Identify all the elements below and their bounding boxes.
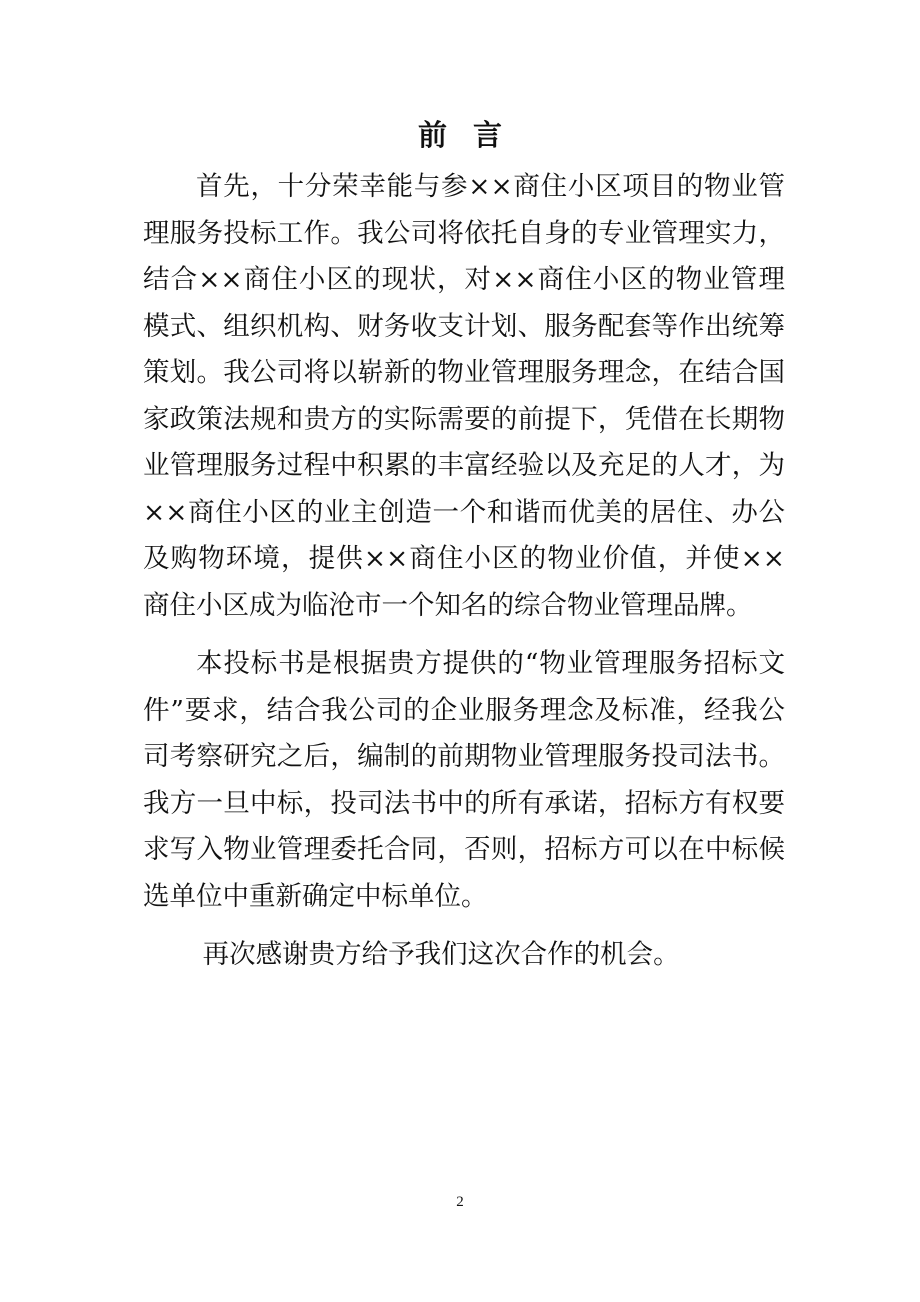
page-number: 2 xyxy=(456,1194,464,1210)
body-paragraph-1: 首先，十分荣幸能与参××商住小区项目的物业管理服务投标工作。我公司将依托自身的专业管理实力，结合××商住小区的现状，对××商住小区的物业管理模式、组织机构、财务收支计划、服务配套等作出统筹策划。我公司将以崭新的物业管理服务理念，在结合国家政策法规和贵方的实际需要的前提下，凭借在长期物业管理服务过程中积累的丰富经验以及充足的人才，为××商住小区的业主创造一个和谐而优美的居住、办公及购物环境，提供××商住小区的物业价值，并使××商住小区成为临沧市一个知名的综合物业管理品牌。 xyxy=(143,171,785,621)
page-title: 前言 xyxy=(417,118,528,152)
document-body xyxy=(143,164,785,979)
closing-paragraph: 再次感谢贵方给予我们这次合作的机会。 xyxy=(202,939,680,970)
body-paragraph-2: 本投标书是根据贵方提供的“物业管理服务招标文件”要求，结合我公司的企业服务理念及标准，经我公司考察研究之后，编制的前期物业管理服务投司法书。我方一旦中标，投司法书中的所有承诺，招标方有权要求写入物业管理委托合同，否则，招标方可以在中标候选单位中重新确定中标单位。 xyxy=(143,648,785,912)
